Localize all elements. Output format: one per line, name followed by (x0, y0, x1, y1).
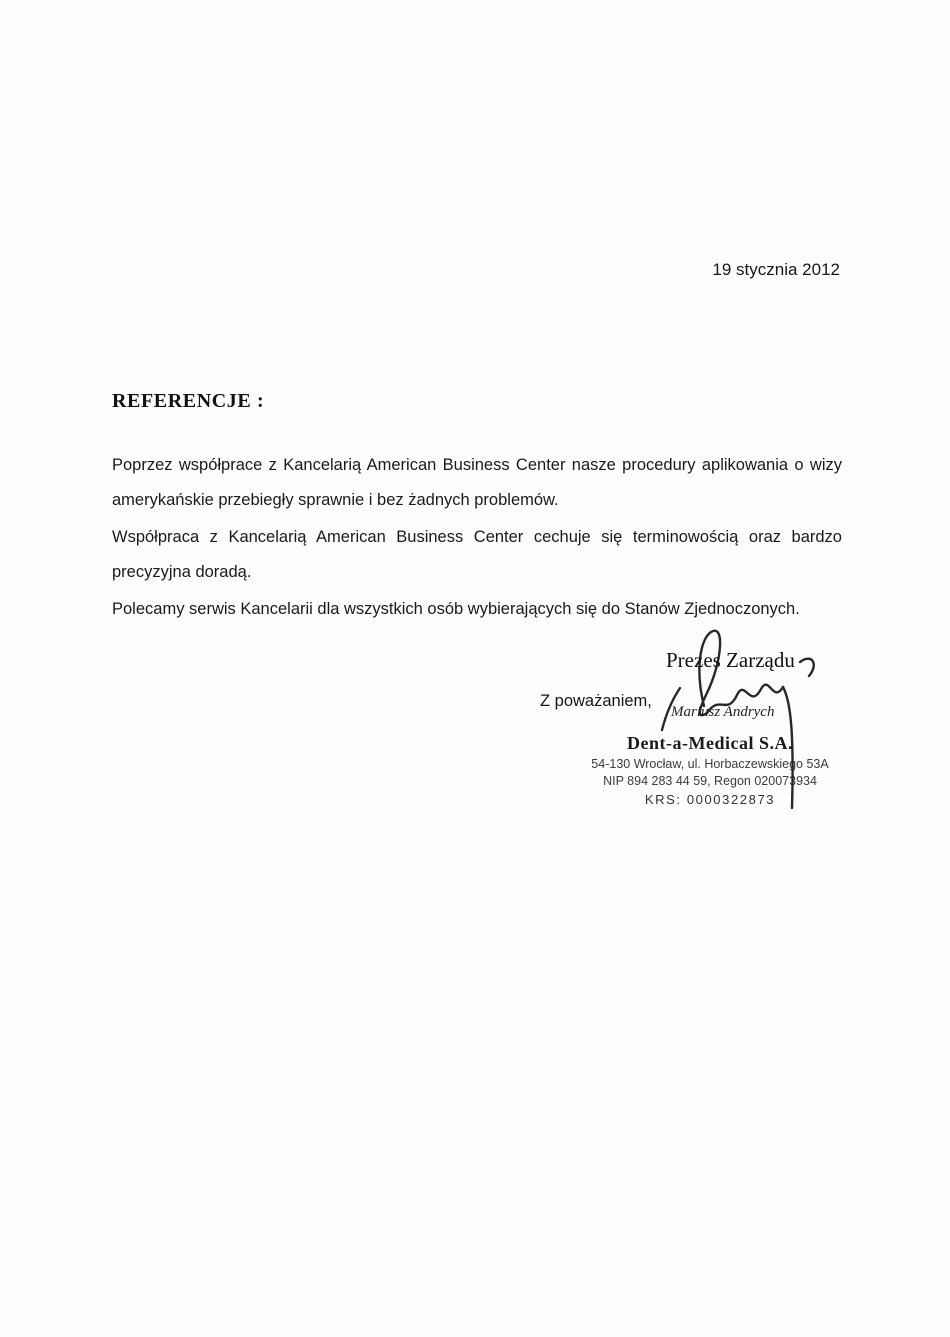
paragraph-2: Współpraca z Kancelarią American Business Center cechuje się terminowością oraz bardzo precyzyjna doradą. (112, 528, 842, 581)
stamp-krs-number: KRS: 0000322873 (644, 792, 776, 807)
stamp-address: 54-130 Wrocław, ul. Horbaczewskiego 53A (591, 757, 829, 771)
paragraph-1: Poprzez współprace z Kancelarią American Business Center nasze procedury aplikowania o wizy amerykańskie przebiegły sprawnie i bez żadnych problemów. (112, 456, 842, 509)
letter-date: 19 stycznia 2012 (712, 260, 840, 279)
stamp-company-name: Dent-a-Medical S.A. (627, 733, 793, 753)
company-stamp (545, 733, 875, 807)
signatory-name: Mariusz Andrych (671, 704, 775, 720)
closing-phrase: Z poważaniem, (540, 692, 652, 710)
letter-heading: REFERENCJE : (112, 390, 265, 412)
letter-body (112, 448, 842, 629)
paragraph-3: Polecamy serwis Kancelarii dla wszystkich osób wybierających się do Stanów Zjednoczonych. (112, 600, 800, 618)
stamp-registration: NIP 894 283 44 59, Regon 020073934 (603, 774, 817, 788)
signatory-title: Prezes Zarządu (666, 648, 795, 672)
